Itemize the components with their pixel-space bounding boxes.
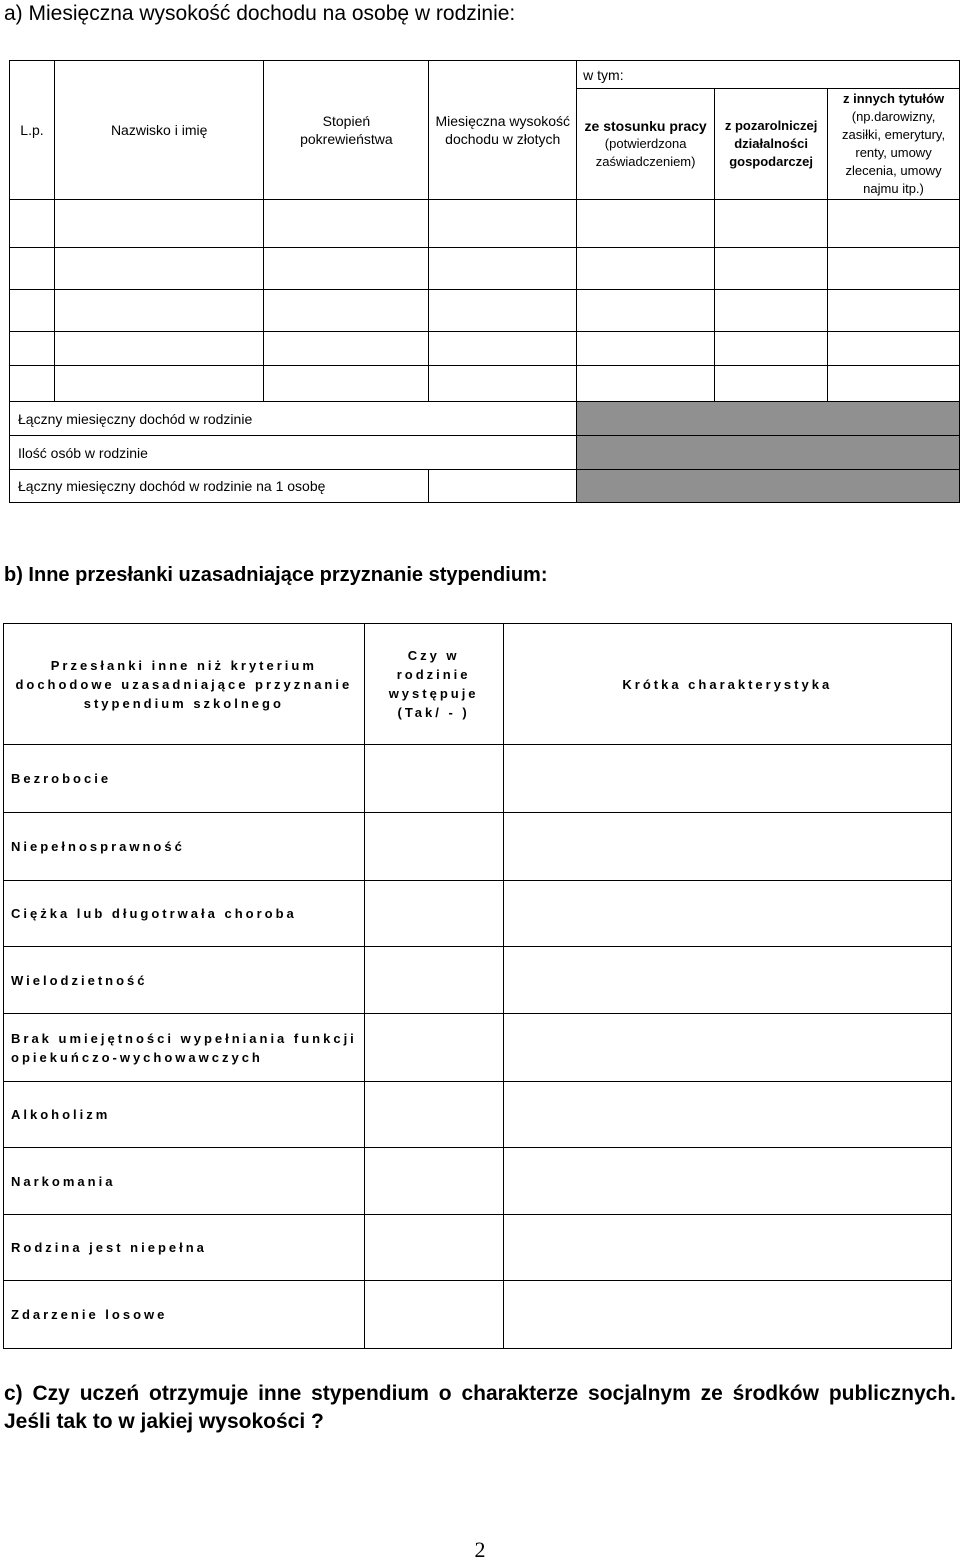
premise-present-cell[interactable]	[364, 1082, 503, 1148]
premise-label: Ciężka lub długotrwała choroba	[4, 881, 365, 947]
section-c-question: c) Czy uczeń otrzymuje inne stypendium o charakterze socjalnym ze środków publicznych. Jeśli tak to w jakiej wysokości ?	[4, 1382, 956, 1433]
premise-label: Zdarzenie losowe	[4, 1281, 365, 1349]
premise-present-cell[interactable]	[364, 1215, 503, 1281]
col-header-name: Nazwisko i imię	[54, 61, 264, 200]
total-income-label: Łączny miesięczny dochód w rodzinie	[10, 402, 577, 436]
premise-label: Bezrobocie	[4, 745, 365, 813]
total-income-value[interactable]	[577, 402, 960, 436]
premise-description-cell[interactable]	[503, 947, 951, 1014]
premise-label: Wielodzietność	[4, 947, 365, 1014]
premise-present-cell[interactable]	[364, 1014, 503, 1082]
page-number: 2	[474, 1537, 486, 1562]
col-employment-note: (potwierdzona zaświadczeniem)	[595, 136, 696, 169]
premise-present-cell[interactable]	[364, 745, 503, 813]
col-header-description: Krótka charakterystyka	[503, 624, 951, 745]
per-person-income-label: Łączny miesięczny dochód w rodzinie na 1 osobę	[10, 470, 429, 503]
col-header-present: Czy w rodzinie występuje (Tak/ - )	[364, 624, 503, 745]
premise-label: Alkoholizm	[4, 1082, 365, 1148]
premise-label: Rodzina jest niepełna	[4, 1215, 365, 1281]
premise-present-cell[interactable]	[364, 881, 503, 947]
col-header-income: Miesięczna wysokość dochodu w złotych	[429, 61, 577, 200]
section-b-title: b) Inne przesłanki uzasadniające przyznanie stypendium:	[4, 564, 548, 586]
col-header-employment	[577, 89, 715, 200]
premise-present-cell[interactable]	[364, 947, 503, 1014]
premise-present-cell[interactable]	[364, 1281, 503, 1349]
table-row	[10, 200, 960, 248]
col-header-lp: L.p.	[10, 61, 55, 200]
premise-present-cell[interactable]	[364, 813, 503, 881]
premise-description-cell[interactable]	[503, 1014, 951, 1082]
premise-description-cell[interactable]	[503, 813, 951, 881]
col-header-relation: Stopień pokrewieństwa	[264, 61, 429, 200]
col-other-note: (np.darowizny, zasiłki, emerytury, renty, umowy zlecenia, umowy najmu itp.)	[842, 109, 946, 196]
col-header-other	[828, 89, 960, 200]
persons-count-value[interactable]	[577, 436, 960, 470]
table-row	[10, 248, 960, 290]
premise-label: Brak umiejętności wypełniania funkcji opiekuńczo-wychowawczych	[4, 1014, 365, 1082]
premise-description-cell[interactable]	[503, 1148, 951, 1215]
per-person-income-value[interactable]	[429, 470, 577, 503]
premise-label: Niepełnosprawność	[4, 813, 365, 881]
table-row	[10, 332, 960, 366]
col-employment-title: ze stosunku pracy	[584, 118, 707, 134]
premises-table	[3, 623, 952, 1349]
col-group-header: w tym:	[577, 61, 960, 89]
premise-description-cell[interactable]	[503, 1082, 951, 1148]
premise-present-cell[interactable]	[364, 1148, 503, 1215]
premise-label: Narkomania	[4, 1148, 365, 1215]
premise-description-cell[interactable]	[503, 1281, 951, 1349]
table-row	[10, 290, 960, 332]
premise-description-cell[interactable]	[503, 745, 951, 813]
premise-description-cell[interactable]	[503, 1215, 951, 1281]
col-header-premise: Przesłanki inne niż kryterium dochodowe uzasadniające przyznanie stypendium szkolnego	[4, 624, 365, 745]
table-row	[10, 366, 960, 402]
income-table	[9, 60, 960, 503]
premise-description-cell[interactable]	[503, 881, 951, 947]
section-a-title: a) Miesięczna wysokość dochodu na osobę w rodzinie:	[4, 2, 516, 25]
per-person-gray-cell	[577, 470, 960, 503]
persons-count-label: Ilość osób w rodzinie	[10, 436, 577, 470]
col-other-title: z innych tytułów	[842, 91, 945, 106]
col-header-nonagri: z pozarolniczej działalności gospodarczej	[715, 89, 828, 200]
